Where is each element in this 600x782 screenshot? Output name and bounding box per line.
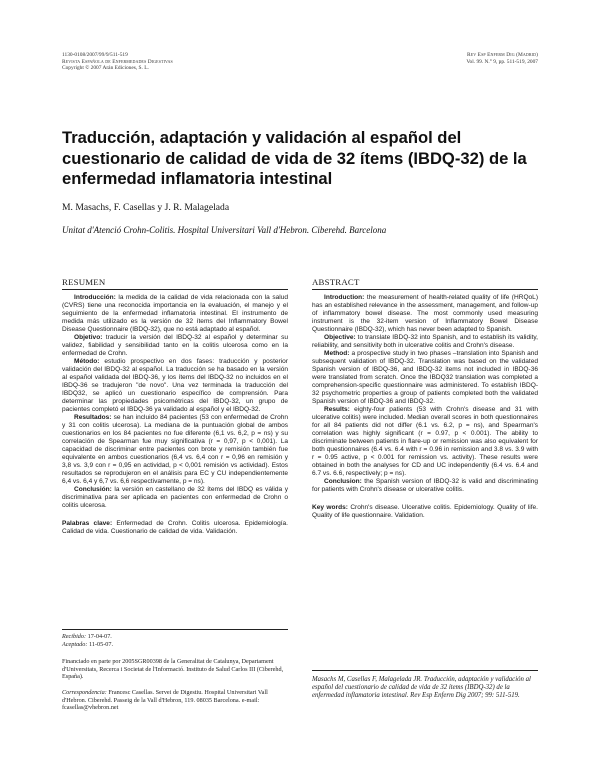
journal-abbrev: Rev Esp Enferm Dig (Madrid) — [467, 52, 538, 58]
paragraph-text: the measurement of health-related quality of life (HRQoL) has an established relevance in the assessment, management, and follow-up of inflammatory bowel disease. The most commonly used measuring instrument is the 32-item version of Inflammatory Bowel Disease Questionnaire (IBDQ-32), which has never been adapted to Spanish. — [312, 294, 538, 333]
article-dates — [62, 633, 288, 648]
paragraph-label: Objective: — [324, 334, 356, 341]
correspondence-note: Correspondencia: Francesc Casellas. Servei de Digestiu. Hospital Universitari Vall d'Hebron. Ciberehd. Passeig de la Vall d'Hebron, 119. 08035 Barcelona. e-mail: fcasellas@vhebron.net — [62, 689, 268, 712]
paragraph-text: se han incluido 84 pacientes (53 con enfermedad de Crohn y 31 con colitis ulcerosa). La mediana de la puntuación global de ambos cuestionarios en los 84 pacientes no fue diferente (6,1 vs. 6,2, p = ns) y su correlación de Spearman fue muy significativa (r = 0,97, p < 0,001). La capacidad de discriminar entre pacientes con brote y remisión también fue equivalente en ambos cuestionarios (6,4 vs. 6,4 con r = 0,96 en remisión y 3,8 vs. 3,9 con r = 0,95 en actividad, p < 0,001 remisión vs actividad). Estos resultados se reprodujeron en el análisis para EC y CU independientemente 6,4 vs. 6,4 y 6,7 vs. 6,6 respectivamente, p = ns). — [62, 414, 288, 485]
paragraph-label: Method: — [324, 350, 350, 357]
paragraph-label: Introduction: — [324, 294, 365, 301]
paragraph-label: Resultados: — [74, 414, 112, 421]
article-title: Traducción, adaptación y validación al español del cuestionario de calidad de vida de 32 ítems (IBDQ-32) de la enfermedad inflamatoria intestinal — [62, 128, 527, 188]
paragraph-text: la versión en castellano de 32 ítems del IBDQ es válida y discriminativa para ser aplicada en pacientes con enfermedad de Crohn o colitis ulcerosa. — [62, 486, 288, 509]
paragraph-label: Conclusion: — [324, 478, 362, 485]
paragraph-text: a prospective study in two phases –translation into Spanish and subsequent validation of IBDQ-32. Translation was based on the validated Spanish version of IBDQ-36, and IBDQ-32 items not included in IBDQ-36 were translated from scratch. Once the IBDQ32 translation was completed a comprehension-specific questionnaire was administered. To establish IBDQ-32 psychometric properties a group of patients completed both the validated Spanish version of IBDQ-36 and IBDQ-32. — [312, 350, 538, 405]
issn-line: 1130-0108/2007/99/9/511-519 — [62, 52, 128, 58]
abstract-paragraph — [312, 334, 538, 350]
citation: Masachs M, Casellas F, Malagelada JR. Traducción, adaptación y validación al español del cuestionario de calidad de vida de 32 ítems (IBDQ-32) de la enfermedad inflamatoria intestinal. Rev Esp Enferm Dig 2007; 99: 511-519. — [312, 676, 531, 699]
resumen-heading: RESUMEN — [62, 278, 288, 290]
resumen-paragraph — [62, 334, 288, 358]
keywords-text: Enfermedad de Crohn. Colitis ulcerosa. Epidemiología. Calidad de vida. Cuestionario de calidad de vida. Validación. — [62, 520, 288, 535]
paragraph-text: to translate IBDQ-32 into Spanish, and to establish its validity, reliability, and sensitivity both in ulcerative colitis and Crohn's disease. — [312, 334, 538, 349]
keywords-label: Key words: — [312, 504, 348, 511]
resumen-paragraph — [62, 358, 288, 414]
resumen-paragraph — [62, 486, 288, 510]
correspondence-label: Correspondencia: — [62, 689, 107, 696]
abstract-section — [312, 278, 538, 520]
resumen-section — [62, 278, 288, 536]
accepted-label: Aceptado: — [62, 640, 88, 648]
received-date: Recibido: 17-04-07. — [62, 633, 112, 640]
keywords-label: Palabras clave: — [62, 520, 113, 527]
journal-header-left — [62, 52, 173, 72]
paragraph-text: la medida de la calidad de vida relacionada con la salud (CVRS) tiene una reconocida importancia en la evaluación, el manejo y el seguimiento de la enfermedad inflamatoria intestinal. El instrumento de medida más utilizado es la versión de 32 ítems del Inflammatory Bowel Disease Questionnaire (IBDQ-32), que no está adaptado al español. — [62, 294, 288, 333]
abstract-paragraph — [312, 478, 538, 494]
paragraph-label: Objetivo: — [74, 334, 103, 341]
abstract-paragraph — [312, 294, 538, 334]
abstract-heading: ABSTRACT — [312, 278, 538, 290]
resumen-keywords — [62, 520, 288, 536]
paragraph-label: Results: — [324, 406, 350, 413]
affiliation: Unitat d'Atenció Crohn-Colitis. Hospital Universitari Vall d'Hebron. Ciberehd. Barcelona — [62, 225, 387, 235]
abstract-paragraph — [312, 350, 538, 406]
funding-note: Financiado en parte por 2005SGR00398 de la Generalitat de Catalunya, Departament d'Universitats, Recerca i Societat de l'Informació. Instituto de Salud Carlos III (Ciberehd, España). — [62, 658, 284, 681]
abstract-keywords — [312, 504, 538, 520]
journal-header-right — [466, 52, 538, 65]
accepted-date: Aceptado: 11-05-07. — [62, 640, 113, 648]
paragraph-text: estudio prospectivo en dos fases: traducción y posterior validación del IBDQ-32 al español. La traducción se ha basado en la versión al español validada del IBDQ-36, y los ítems del IBDQ-32 no incluidos en el IBDQ-36 se tradujeron "de novo". Una vez terminada la traducción del IBDQ32, se aplicó un cuestionario específico de comprensión. Para determinar las propiedades psicométricas del IBDQ-32, un grupo de pacientes completó el IBDQ-36 ya validado al español y el IBDQ-32. — [62, 358, 288, 413]
citation-divider — [312, 670, 538, 671]
resumen-paragraph — [62, 414, 288, 486]
volume-line: Vol. 99. N.° 9, pp. 511-519, 2007 — [466, 58, 538, 65]
footnote-divider — [62, 629, 288, 630]
paragraph-text: eighty-four patients (53 with Crohn's disease and 31 with ulcerative colitis) were included. Median overall scores in both questionnaires for all 84 patients did not differ (6.1 vs. 6.2, p = ns), and Spearman's correlation was highly significant (r = 0.97, p < 0.001). The ability to discriminate between patients in flare-up or remission was also equivalent for both questionnaires (6.4 vs. 6.4 with r = 0.96 in remission and 3.8 vs. 3.9 with r = 0.95 active, p < 0.001 for remission vs. activity). These results were obtained in both the analyses for CD and UC independently (6.4 vs. 6.4 and 6.7 vs. 6.6, respectively; p = ns). — [312, 406, 538, 477]
journal-name: Revista Española de Enfermedades Digestivas — [62, 58, 173, 65]
copyright-line: Copyright © 2007 Arán Ediciones, S. L. — [62, 65, 149, 72]
paragraph-label: Conclusión: — [74, 486, 112, 493]
abstract-paragraph — [312, 406, 538, 478]
authors: M. Masachs, F. Casellas y J. R. Malagelada — [62, 202, 230, 213]
paragraph-label: Método: — [74, 358, 100, 365]
keywords-text: Crohn's disease. Ulcerative colitis. Epidemiology. Quality of life. Quality of life questionnaire. Validation. — [312, 504, 539, 519]
paragraph-label: Introducción: — [74, 294, 116, 301]
paragraph-text: traducir la versión del IBDQ-32 al español y determinar su validez, fiabilidad y sensibilidad tanto en la colitis ulcerosa como en la enfermedad de Crohn. — [62, 334, 288, 357]
paragraph-text: the Spanish version of IBDQ-32 is valid and discriminating for patients with Crohn's disease or ulcerative colitis. — [312, 478, 538, 493]
resumen-paragraph — [62, 294, 288, 334]
received-label: Recibido: — [62, 633, 87, 640]
